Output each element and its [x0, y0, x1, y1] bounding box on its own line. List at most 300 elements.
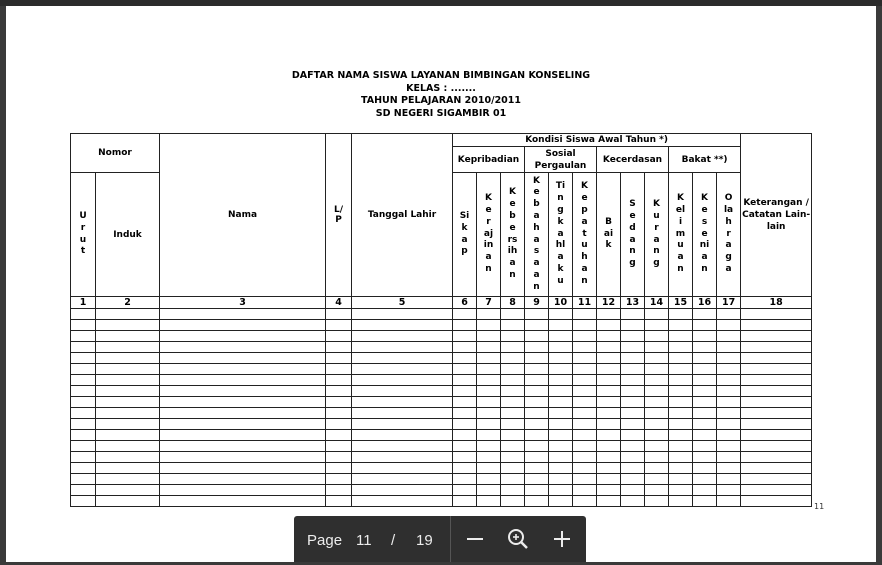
table-cell	[621, 441, 645, 452]
table-cell	[160, 485, 326, 496]
table-cell	[573, 309, 597, 320]
table-cell	[453, 419, 477, 430]
table-cell	[597, 375, 621, 386]
table-cell	[352, 331, 453, 342]
table-cell	[549, 397, 573, 408]
table-cell	[525, 452, 549, 463]
header-induk: Induk	[96, 173, 160, 297]
plus-icon	[546, 524, 578, 554]
table-cell	[693, 430, 717, 441]
zoom-button[interactable]	[502, 524, 534, 554]
table-cell	[669, 309, 693, 320]
table-cell	[525, 441, 549, 452]
total-pages: 19	[416, 532, 433, 549]
table-cell	[621, 342, 645, 353]
table-cell	[71, 408, 96, 419]
header-nomor: Nomor	[71, 134, 160, 173]
table-cell	[160, 430, 326, 441]
table-cell	[352, 474, 453, 485]
table-cell	[645, 452, 669, 463]
table-row	[71, 474, 812, 485]
column-number: 7	[477, 297, 501, 309]
table-cell	[645, 397, 669, 408]
table-cell	[717, 408, 741, 419]
table-cell	[717, 452, 741, 463]
header-kesenian: Kesenian	[693, 173, 717, 297]
table-cell	[453, 496, 477, 507]
header-urut: Urut	[71, 173, 96, 297]
header-baik: Baik	[597, 173, 621, 297]
table-row	[71, 496, 812, 507]
table-cell	[96, 474, 160, 485]
table-cell	[693, 375, 717, 386]
table-cell	[453, 430, 477, 441]
table-cell	[669, 353, 693, 364]
table-cell	[501, 397, 525, 408]
table-body	[71, 309, 812, 507]
table-cell	[501, 430, 525, 441]
table-cell	[741, 397, 812, 408]
table-cell	[645, 342, 669, 353]
column-number: 16	[693, 297, 717, 309]
table-cell	[160, 331, 326, 342]
table-cell	[597, 364, 621, 375]
table-cell	[453, 342, 477, 353]
table-row	[71, 320, 812, 331]
table-cell	[717, 342, 741, 353]
table-cell	[160, 397, 326, 408]
table-cell	[71, 452, 96, 463]
table-cell	[717, 485, 741, 496]
table-cell	[597, 419, 621, 430]
table-cell	[549, 364, 573, 375]
table-cell	[573, 419, 597, 430]
table-cell	[741, 441, 812, 452]
table-cell	[352, 364, 453, 375]
column-number: 13	[621, 297, 645, 309]
table-cell	[160, 496, 326, 507]
table-cell	[669, 430, 693, 441]
table-cell	[352, 419, 453, 430]
table-cell	[352, 309, 453, 320]
table-cell	[525, 485, 549, 496]
table-cell	[597, 474, 621, 485]
table-cell	[741, 496, 812, 507]
table-cell	[71, 430, 96, 441]
minus-icon	[459, 524, 491, 554]
table-cell	[96, 452, 160, 463]
table-cell	[693, 496, 717, 507]
header-kepatuhan: Kepatuhan	[573, 173, 597, 297]
table-cell	[693, 485, 717, 496]
table-row	[71, 342, 812, 353]
table-cell	[160, 342, 326, 353]
table-cell	[525, 331, 549, 342]
table-cell	[597, 408, 621, 419]
table-cell	[477, 485, 501, 496]
table-cell	[96, 309, 160, 320]
table-cell	[741, 474, 812, 485]
table-cell	[693, 452, 717, 463]
table-cell	[453, 397, 477, 408]
header-sedang: Sedang	[621, 173, 645, 297]
page-number: 11	[814, 502, 825, 511]
table-cell	[645, 364, 669, 375]
table-cell	[741, 419, 812, 430]
table-cell	[453, 375, 477, 386]
table-cell	[71, 342, 96, 353]
table-cell	[160, 309, 326, 320]
table-cell	[597, 331, 621, 342]
table-cell	[717, 320, 741, 331]
table-cell	[717, 364, 741, 375]
table-row	[71, 485, 812, 496]
table-cell	[96, 463, 160, 474]
table-cell	[741, 430, 812, 441]
table-cell	[741, 386, 812, 397]
table-cell	[549, 441, 573, 452]
table-cell	[453, 441, 477, 452]
column-number: 2	[96, 297, 160, 309]
header-kebahasaan: Kebahasaan	[525, 173, 549, 297]
table-cell	[693, 342, 717, 353]
table-cell	[549, 485, 573, 496]
table-cell	[693, 331, 717, 342]
table-cell	[621, 419, 645, 430]
table-cell	[96, 320, 160, 331]
column-number: 8	[501, 297, 525, 309]
table-cell	[71, 474, 96, 485]
table-cell	[573, 496, 597, 507]
table-cell	[693, 386, 717, 397]
table-cell	[549, 496, 573, 507]
table-cell	[669, 320, 693, 331]
table-cell	[501, 441, 525, 452]
table-cell	[693, 419, 717, 430]
table-cell	[597, 496, 621, 507]
table-cell	[621, 375, 645, 386]
table-cell	[352, 485, 453, 496]
table-cell	[352, 397, 453, 408]
table-cell	[525, 320, 549, 331]
table-cell	[352, 408, 453, 419]
table-cell	[453, 463, 477, 474]
table-cell	[573, 331, 597, 342]
table-cell	[96, 353, 160, 364]
table-cell	[71, 364, 96, 375]
table-cell	[549, 331, 573, 342]
current-page-input[interactable]: 11	[356, 532, 372, 549]
table-cell	[352, 375, 453, 386]
table-cell	[621, 386, 645, 397]
table-cell	[573, 463, 597, 474]
table-cell	[160, 419, 326, 430]
header-sosial: Sosial Pergaulan	[525, 147, 597, 173]
table-cell	[549, 375, 573, 386]
table-cell	[717, 430, 741, 441]
header-kelimuan: Kelimuan	[669, 173, 693, 297]
table-cell	[352, 496, 453, 507]
table-row	[71, 386, 812, 397]
page-separator: /	[391, 532, 396, 549]
table-cell	[525, 419, 549, 430]
table-cell	[477, 375, 501, 386]
header-tanggal-lahir: Tanggal Lahir	[352, 134, 453, 297]
table-cell	[96, 496, 160, 507]
table-cell	[326, 320, 352, 331]
table-cell	[525, 397, 549, 408]
table-row	[71, 353, 812, 364]
table-cell	[160, 386, 326, 397]
table-cell	[453, 408, 477, 419]
table-cell	[645, 485, 669, 496]
table-cell	[326, 309, 352, 320]
table-cell	[326, 430, 352, 441]
table-cell	[717, 496, 741, 507]
table-cell	[573, 375, 597, 386]
table-cell	[71, 320, 96, 331]
table-row	[71, 375, 812, 386]
table-cell	[501, 452, 525, 463]
header-kerajinan: Kerajinan	[477, 173, 501, 297]
table-cell	[96, 397, 160, 408]
table-cell	[741, 331, 812, 342]
table-cell	[549, 408, 573, 419]
table-cell	[501, 408, 525, 419]
table-cell	[597, 441, 621, 452]
table-cell	[741, 353, 812, 364]
table-cell	[621, 496, 645, 507]
table-cell	[741, 485, 812, 496]
table-cell	[477, 474, 501, 485]
column-number: 5	[352, 297, 453, 309]
header-bakat: Bakat **)	[669, 147, 741, 173]
table-cell	[693, 474, 717, 485]
table-cell	[501, 364, 525, 375]
zoom-out-button[interactable]	[459, 524, 491, 554]
header-lp: L/P	[326, 134, 352, 297]
table-cell	[669, 452, 693, 463]
table-cell	[669, 397, 693, 408]
table-row	[71, 408, 812, 419]
table-row	[71, 331, 812, 342]
header-olahraga: Olahraga	[717, 173, 741, 297]
table-cell	[477, 386, 501, 397]
table-cell	[453, 364, 477, 375]
table-cell	[501, 353, 525, 364]
table-cell	[693, 397, 717, 408]
table-cell	[669, 364, 693, 375]
table-cell	[669, 375, 693, 386]
table-cell	[352, 452, 453, 463]
column-number: 14	[645, 297, 669, 309]
table-cell	[525, 353, 549, 364]
table-cell	[741, 463, 812, 474]
table-cell	[352, 386, 453, 397]
table-cell	[621, 474, 645, 485]
zoom-in-button[interactable]	[546, 524, 578, 554]
table-cell	[160, 463, 326, 474]
table-cell	[453, 309, 477, 320]
table-cell	[525, 463, 549, 474]
table-row	[71, 441, 812, 452]
table-cell	[525, 474, 549, 485]
table-row	[71, 452, 812, 463]
table-cell	[160, 408, 326, 419]
table-cell	[597, 463, 621, 474]
table-cell	[326, 419, 352, 430]
table-cell	[621, 320, 645, 331]
table-cell	[477, 353, 501, 364]
column-number: 11	[573, 297, 597, 309]
table-cell	[669, 474, 693, 485]
table-row	[71, 419, 812, 430]
table-cell	[645, 496, 669, 507]
table-cell	[453, 353, 477, 364]
table-cell	[326, 331, 352, 342]
column-number-row	[71, 297, 812, 309]
header-kebersihan: Kebersihan	[501, 173, 525, 297]
table-cell	[621, 430, 645, 441]
table-cell	[717, 419, 741, 430]
table-cell	[741, 452, 812, 463]
table-cell	[477, 309, 501, 320]
table-cell	[160, 320, 326, 331]
table-cell	[501, 342, 525, 353]
table-cell	[71, 375, 96, 386]
table-cell	[71, 386, 96, 397]
table-cell	[96, 430, 160, 441]
table-cell	[477, 419, 501, 430]
table-cell	[525, 430, 549, 441]
column-number: 3	[160, 297, 326, 309]
table-cell	[621, 452, 645, 463]
table-cell	[549, 353, 573, 364]
table-cell	[525, 309, 549, 320]
table-cell	[717, 463, 741, 474]
table-cell	[573, 485, 597, 496]
table-cell	[326, 485, 352, 496]
table-cell	[453, 485, 477, 496]
table-cell	[549, 320, 573, 331]
table-cell	[573, 397, 597, 408]
heading-line-4: SD NEGERI SIGAMBIR 01	[375, 107, 507, 119]
table-cell	[477, 342, 501, 353]
table-cell	[669, 463, 693, 474]
table-cell	[326, 375, 352, 386]
table-cell	[741, 375, 812, 386]
table-row	[71, 309, 812, 320]
table-cell	[525, 496, 549, 507]
table-cell	[501, 474, 525, 485]
table-cell	[326, 342, 352, 353]
table-cell	[717, 353, 741, 364]
table-cell	[477, 463, 501, 474]
table-cell	[621, 331, 645, 342]
table-cell	[326, 463, 352, 474]
table-cell	[741, 342, 812, 353]
student-table	[70, 133, 812, 507]
table-cell	[549, 309, 573, 320]
table-cell	[501, 386, 525, 397]
header-kepribadian: Kepribadian	[453, 147, 525, 173]
table-cell	[352, 353, 453, 364]
table-cell	[477, 430, 501, 441]
table-cell	[96, 375, 160, 386]
table-cell	[597, 342, 621, 353]
table-cell	[71, 397, 96, 408]
table-cell	[501, 320, 525, 331]
table-cell	[621, 463, 645, 474]
table-cell	[549, 342, 573, 353]
table-cell	[549, 419, 573, 430]
table-cell	[645, 474, 669, 485]
header-kurang: Kurang	[645, 173, 669, 297]
table-cell	[669, 386, 693, 397]
table-cell	[326, 353, 352, 364]
table-cell	[501, 496, 525, 507]
table-cell	[621, 397, 645, 408]
heading-line-2: KELAS : .......	[406, 82, 476, 94]
table-cell	[645, 353, 669, 364]
table-cell	[352, 320, 453, 331]
table-cell	[597, 309, 621, 320]
table-cell	[501, 375, 525, 386]
table-cell	[741, 320, 812, 331]
header-tingkahlaku: Tingkahlaku	[549, 173, 573, 297]
table-cell	[453, 320, 477, 331]
table-cell	[160, 452, 326, 463]
table-cell	[645, 430, 669, 441]
table-cell	[96, 342, 160, 353]
table-cell	[645, 419, 669, 430]
table-cell	[477, 441, 501, 452]
table-cell	[96, 485, 160, 496]
table-cell	[621, 309, 645, 320]
table-cell	[453, 386, 477, 397]
table-cell	[693, 353, 717, 364]
table-cell	[573, 441, 597, 452]
table-cell	[71, 496, 96, 507]
table-cell	[477, 496, 501, 507]
table-cell	[717, 386, 741, 397]
table-cell	[96, 386, 160, 397]
table-cell	[645, 408, 669, 419]
table-cell	[693, 309, 717, 320]
table-cell	[693, 364, 717, 375]
table-cell	[645, 375, 669, 386]
column-number: 15	[669, 297, 693, 309]
table-cell	[96, 364, 160, 375]
zoom-icon	[502, 524, 534, 554]
table-cell	[597, 485, 621, 496]
table-cell	[669, 419, 693, 430]
table-cell	[645, 386, 669, 397]
table-cell	[326, 397, 352, 408]
header-kondisi: Kondisi Siswa Awal Tahun *)	[453, 134, 741, 147]
table-cell	[621, 353, 645, 364]
table-cell	[96, 441, 160, 452]
table-cell	[717, 331, 741, 342]
table-cell	[669, 331, 693, 342]
table-cell	[717, 375, 741, 386]
table-cell	[693, 441, 717, 452]
header-nama: Nama	[160, 134, 326, 297]
table-cell	[693, 408, 717, 419]
table-cell	[573, 386, 597, 397]
table-cell	[326, 408, 352, 419]
toolbar-divider	[450, 516, 451, 562]
